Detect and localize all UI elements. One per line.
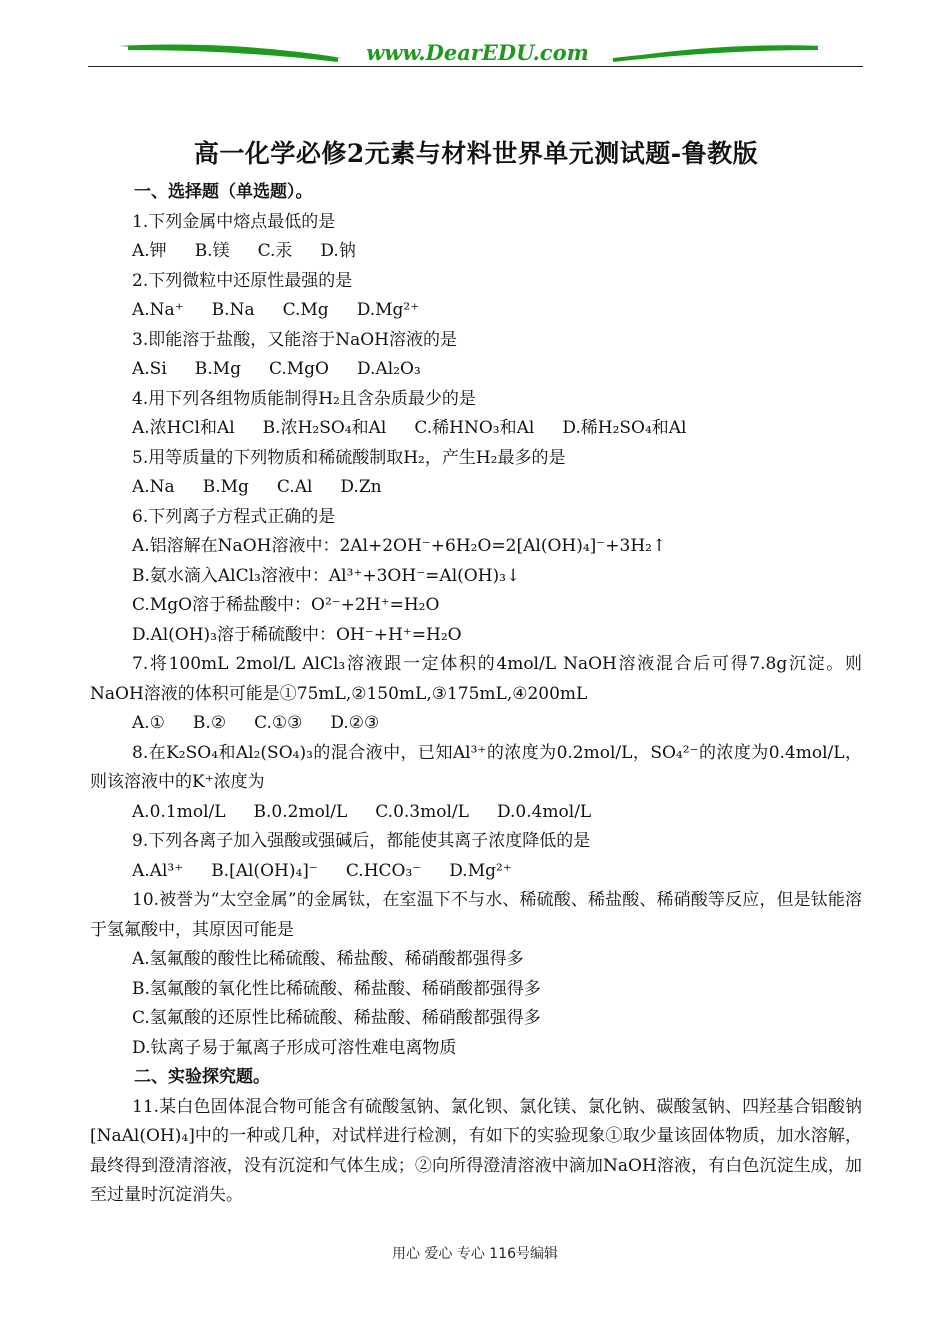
option-b: B.Mg (202, 477, 249, 497)
option-c: C.MgO (268, 359, 329, 379)
option-d: D.Mg²⁺ (356, 300, 420, 320)
option-d: D.Zn (340, 477, 382, 497)
option-a: A.浓HCl和Al (132, 418, 235, 438)
question-8-options (90, 798, 862, 828)
option-d: D.Mg²⁺ (449, 860, 512, 881)
option-c: C.汞 (257, 241, 293, 261)
section-heading-experiment: 二、实验探究题。 (134, 1067, 270, 1087)
question-10-stem: 10.被誉为“太空金属”的金属钛，在室温下不与水、稀硫酸、稀盐酸、稀硝酸等反应，但是钛能溶于氢氟酸中，其原因可能是 (90, 890, 862, 940)
question-4-stem: 4.用下列各组物质能制得H₂且含杂质最少的是 (132, 388, 476, 409)
question-3-options (90, 355, 862, 385)
option-b: B.② (192, 713, 227, 733)
question-4-options (90, 414, 862, 444)
question-10-option-a: A.氢氟酸的酸性比稀硫酸、稀盐酸、稀硝酸都强得多 (132, 949, 524, 969)
option-a: A.① (132, 713, 165, 733)
page-title: 高一化学必修2元素与材料世界单元测试题-鲁教版 (193, 139, 759, 168)
option-d: D.0.4mol/L (496, 801, 592, 822)
option-c: C.HCO₃⁻ (345, 860, 422, 881)
question-9-options (90, 857, 862, 887)
option-c: C.0.3mol/L (375, 801, 469, 822)
question-6-option-b: B.氨水滴入AlCl₃溶液中：Al³⁺+3OH⁻=Al(OH)₃↓ (132, 565, 521, 586)
option-b: B.Na (211, 300, 255, 320)
question-6-stem: 6.下列离子方程式正确的是 (132, 506, 336, 527)
option-a: A.Na⁺ (132, 300, 184, 320)
option-b: B.Mg (194, 359, 241, 379)
option-a: A.钾 (132, 241, 167, 261)
question-7-options (90, 709, 862, 739)
option-a: A.Na (132, 477, 175, 497)
document-body (90, 138, 862, 1211)
option-b: B.浓H₂SO₄和Al (262, 418, 387, 438)
question-6-option-a: A.铝溶解在NaOH溶液中：2Al+2OH⁻+6H₂O=2[Al(OH)₄]⁻+3H₂↑ (132, 536, 667, 556)
question-10-option-c: C.氢氟酸的还原性比稀硫酸、稀盐酸、稀硝酸都强得多 (132, 1008, 541, 1028)
question-9-stem: 9.下列各离子加入强酸或强碱后，都能使其离子浓度降低的是 (132, 831, 591, 851)
option-c: C.稀HNO₃和Al (414, 418, 535, 438)
question-8-stem: 8.在K₂SO₄和Al₂(SO₄)₃的混合液中，已知Al³⁺的浓度为0.2mol/L，SO₄²⁻的浓度为0.4mol/L，则该溶液中的K⁺浓度为 (90, 742, 862, 792)
question-1-stem: 1.下列金属中熔点最低的是 (132, 211, 336, 232)
option-a: A.Al³⁺ (132, 860, 184, 881)
question-2-options (90, 296, 862, 326)
option-c: C.Al (276, 477, 313, 497)
question-6-option-d: D.Al(OH)₃溶于稀硫酸中：OH⁻+H⁺=H₂O (132, 624, 462, 645)
question-2-stem: 2.下列微粒中还原性最强的是 (132, 270, 353, 291)
site-logo-text: www.DearEDU.com (366, 40, 589, 65)
header-rule (88, 66, 863, 67)
question-10-option-b: B.氢氟酸的氧化性比稀硫酸、稀盐酸、稀硝酸都强得多 (132, 978, 541, 999)
option-d: D.②③ (330, 713, 380, 733)
option-b: B.0.2mol/L (253, 801, 348, 822)
question-7-stem: 7.将100mL 2mol/L AlCl₃溶液跟一定体积的4mol/L NaOH溶液混合后可得7.8g沉淀。则NaOH溶液的体积可能是①75mL,②150mL,③175mL,④200mL (90, 654, 862, 704)
option-a: A.Si (132, 359, 167, 379)
option-b: B.镁 (194, 241, 230, 261)
question-10-option-d: D.钛离子易于氟离子形成可溶性难电离物质 (132, 1037, 457, 1058)
question-5-options (90, 473, 862, 503)
question-6-option-c: C.MgO溶于稀盐酸中：O²⁻+2H⁺=H₂O (132, 595, 440, 615)
option-a: A.0.1mol/L (132, 801, 226, 822)
question-3-stem: 3.即能溶于盐酸，又能溶于NaOH溶液的是 (132, 329, 457, 350)
option-d: D.Al₂O₃ (356, 359, 421, 379)
section-heading-choice: 一、选择题（单选题）。 (134, 182, 313, 202)
option-c: C.Mg (282, 300, 329, 320)
option-b: B.[Al(OH)₄]⁻ (211, 860, 318, 881)
question-1-options (90, 237, 862, 267)
page-footer: 用心 爱心 专心 116号编辑 (391, 1246, 559, 1262)
option-d: D.稀H₂SO₄和Al (562, 418, 687, 438)
option-c: C.①③ (254, 713, 303, 733)
question-11-stem: 11.某白色固体混合物可能含有硫酸氢钠、氯化钡、氯化镁、氯化钠、碳酸氢钠、四羟基合铝酸钠[NaAl(OH)₄]中的一种或几种，对试样进行检测，有如下的实验现象①取少量该固体物质，加水溶解，最终得到澄清溶液，没有沉淀和气体生成；②向所得澄清溶液中滴加NaOH溶液，有白色沉淀生成，加至过量时沉淀消失。 (90, 1096, 862, 1205)
option-d: D.钠 (320, 241, 356, 261)
question-5-stem: 5.用等质量的下列物质和稀硫酸制取H₂，产生H₂最多的是 (132, 447, 566, 468)
